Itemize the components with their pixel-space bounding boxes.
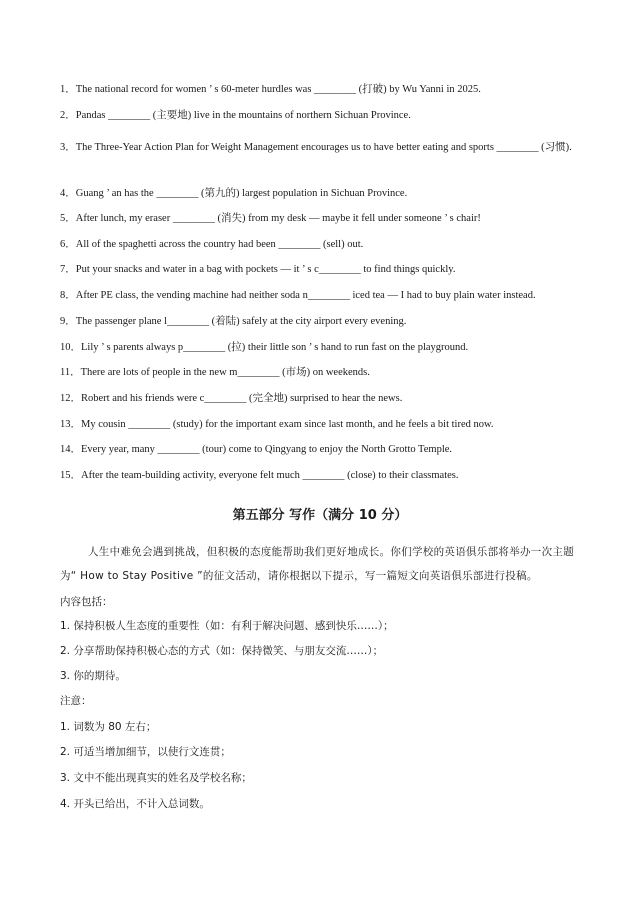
content-item-3: 3. 你的期待。 [60, 670, 126, 682]
section-title: 第五部分 写作（满分 10 分） [232, 508, 408, 523]
question-14: 14．Every year, many ________ (tour) come to Qingyang to enjoy the North Grotto Temple. [60, 444, 453, 455]
question-9: 9．The passenger plane l________ (着陆) safely at the city airport every evening. [60, 316, 407, 327]
notes-label: 注意： [60, 695, 92, 707]
question-13: 13．My cousin ________ (study) for the important exam since last month, and he feels a bit tired now. [60, 419, 494, 430]
question-15: 15．After the team-building activity, everyone felt much ________ (close) to their classmates. [60, 470, 459, 481]
question-10: 10．Lily ’ s parents always p________ (拉) their little son ’ s hand to run fast on the playground. [60, 342, 469, 353]
question-6: 6．All of the spaghetti across the country had been ________ (sell) out. [60, 239, 364, 250]
question-8: 8．After PE class, the vending machine had neither soda n________ iced tea — I had to buy plain water instead. [60, 290, 536, 301]
question-4: 4．Guang ’ an has the ________ (第九的) largest population in Sichuan Province. [60, 188, 408, 199]
writing-intro: 人生中难免会遇到挑战，但积极的态度能帮助我们更好地成长。你们学校的英语俱乐部将举办一次主题为“ How to Stay Positive ”的征文活动，请你根据以下提示，写一篇短文向英语俱乐部进行投稿。 [60, 546, 574, 582]
question-12: 12．Robert and his friends were c________ (完全地) surprised to hear the news. [60, 393, 403, 404]
notes-item-4: 4. 开头已给出，不计入总词数。 [60, 798, 210, 810]
notes-item-1: 1. 词数为 80 左右； [60, 721, 157, 733]
question-5: 5．After lunch, my eraser ________ (消失) from my desk — maybe it fell under someone ’ s chair! [60, 213, 481, 224]
notes-item-3: 3. 文中不能出现真实的姓名及学校名称； [60, 772, 252, 784]
question-1: 1．The national record for women ’ s 60-meter hurdles was ________ (打破) by Wu Yanni in 2025. [60, 84, 481, 95]
question-2: 2．Pandas ________ (主要地) live in the mountains of northern Sichuan Province. [60, 110, 411, 121]
content-item-1: 1. 保持积极人生态度的重要性（如：有利于解决问题、感到快乐……）； [60, 620, 394, 632]
content-item-2: 2. 分享帮助保持积极心态的方式（如：保持微笑、与朋友交流……）； [60, 645, 384, 657]
question-3: 3．The Three-Year Action Plan for Weight Management encourages us to have better eating and sports ________ (习惯). [60, 142, 572, 153]
question-7: 7．Put your snacks and water in a bag with pockets — it ’ s c________ to find things quickly. [60, 264, 456, 275]
question-11: 11．There are lots of people in the new m________ (市场) on weekends. [60, 367, 370, 378]
notes-item-2: 2. 可适当增加细节，以使行文连贯； [60, 746, 231, 758]
content-label: 内容包括： [60, 596, 113, 608]
